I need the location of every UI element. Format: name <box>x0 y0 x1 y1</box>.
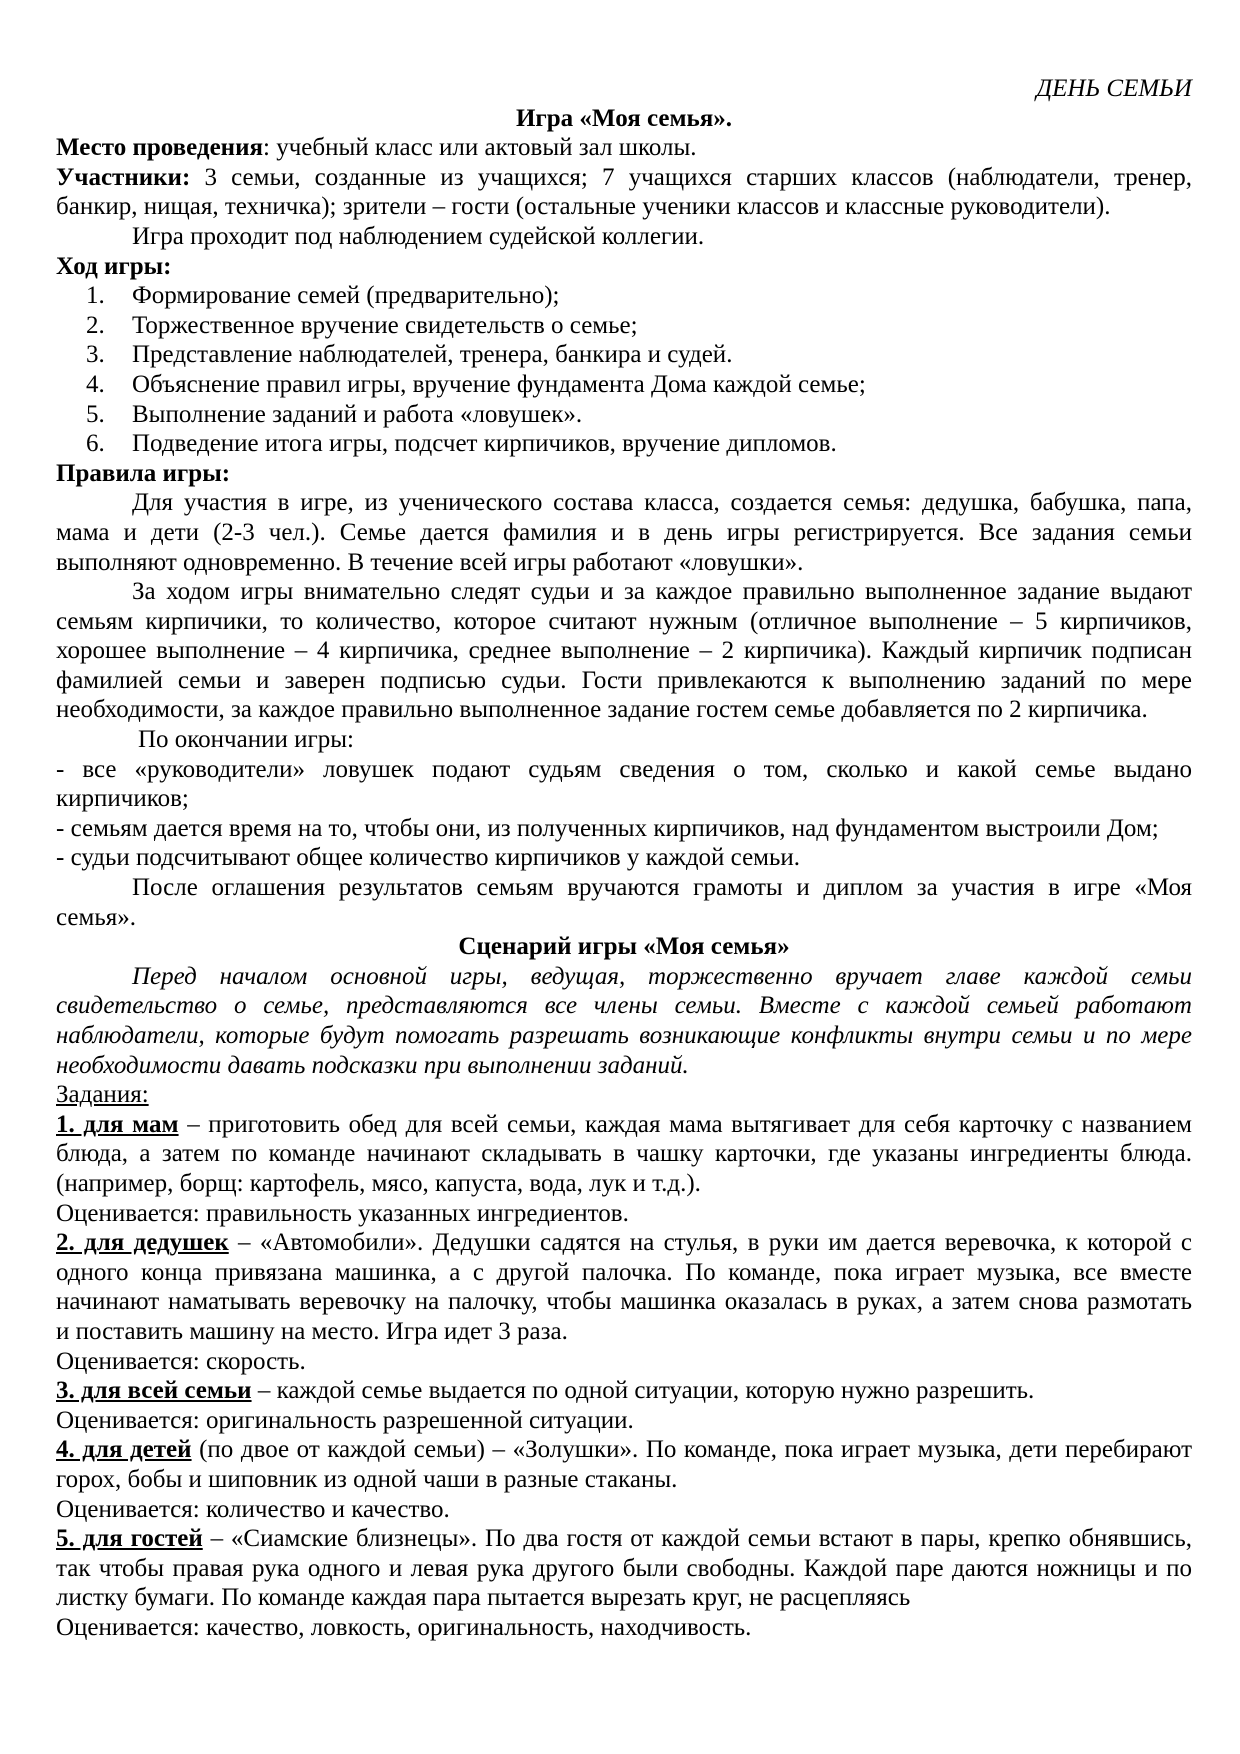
line-text: – приготовить обед для всей семьи, каждая мама вытягивает для себя карточку с названием <box>178 1110 1193 1138</box>
numbered-list <box>56 281 1192 459</box>
text-line <box>56 192 1192 222</box>
task-paragraph <box>56 133 1192 163</box>
text-line <box>56 873 1192 903</box>
line-text: Сценарий игры «Моя семья» <box>458 933 790 961</box>
paragraph <box>56 962 1192 1080</box>
text-line <box>56 1583 1192 1613</box>
line-text: Ход игры: <box>56 252 172 280</box>
paragraph-label: Место проведения <box>56 134 263 162</box>
text-line <box>56 1169 1192 1199</box>
line-text: (по двое от каждой семьи) – «Золушки». По команде, пока играет музыка, дети перебирают <box>191 1436 1192 1464</box>
paragraph <box>56 1347 1192 1377</box>
text-line <box>56 1524 1192 1554</box>
text-line <box>56 1554 1192 1584</box>
text-line <box>56 1228 1192 1258</box>
text-line <box>56 755 1192 785</box>
line-text: После оглашения результатов семьям вручаются грамоты и диплом за участия в игре «Моя <box>132 874 1192 902</box>
text-line <box>56 1139 1192 1169</box>
list-item <box>56 370 1192 400</box>
document-title: Игра «Моя семья». <box>515 104 733 132</box>
text-line <box>56 1110 1192 1140</box>
line-text: - судьи подсчитывают общее количество кирпичиков у каждой семьи. <box>56 844 801 872</box>
list-number: 5. <box>86 400 105 428</box>
line-text: выполняют одновременно. В течение всей игры работают «ловушки». <box>56 548 804 576</box>
line-text: свидетельство о семье, представляются все члены семьи. Вместе с каждой семьей работают <box>56 992 1192 1020</box>
text-line <box>56 133 1192 163</box>
paragraph <box>56 577 1192 725</box>
section-heading <box>56 459 1192 489</box>
running-header: ДЕНЬ СЕМЬИ <box>1036 75 1192 102</box>
line-text: Игра проходит под наблюдением судейской коллегии. <box>132 222 705 250</box>
line-text: семья». <box>56 903 136 931</box>
list-item <box>56 340 1192 370</box>
line-text: хорошее выполнение – 4 кирпичика, среднее выполнение – 2 кирпичика). Каждый кирпичик подписан <box>56 637 1192 665</box>
line-text: : учебный класс или актовый зал школы. <box>263 134 697 162</box>
line-text: мама и дети (2-3 чел.). Семье дается фамилия и в день игры регистрируется. Все задания семьи <box>56 518 1192 546</box>
list-item-text: Выполнение заданий и работа «ловушек». <box>132 400 583 428</box>
list-number: 3. <box>86 341 105 369</box>
paragraph <box>56 873 1192 932</box>
line-text: необходимости давать подсказки при выполнении заданий. <box>56 1051 689 1079</box>
paragraph <box>56 843 1192 873</box>
text-line <box>56 607 1192 637</box>
paragraph <box>56 1495 1192 1525</box>
line-text: Перед началом основной игры, ведущая, торжественно вручает главе каждой семьи <box>132 962 1192 990</box>
line-text: За ходом игры внимательно следят судьи и за каждое правильно выполненное задание выдают <box>132 578 1192 606</box>
paragraph-label: 5. для гостей <box>56 1525 203 1553</box>
section-heading <box>56 252 1192 282</box>
text-line <box>56 962 1192 992</box>
list-item <box>56 311 1192 341</box>
list-item-text: Формирование семей (предварительно); <box>132 282 560 310</box>
text-line <box>56 577 1192 607</box>
text-line <box>56 1258 1192 1288</box>
list-item-text: Подведение итога игры, подсчет кирпичиков, вручение дипломов. <box>132 430 837 458</box>
paragraph <box>56 725 1192 755</box>
line-text: блюда, а затем по команде начинают складывать в чашку карточки, где указаны ингредиенты блюда. <box>56 1140 1192 1168</box>
paragraph <box>56 222 1192 252</box>
list-item <box>56 281 1192 311</box>
list-number: 1. <box>86 282 105 310</box>
document-page <box>56 74 1192 1642</box>
list-item <box>56 400 1192 430</box>
paragraph-label: 1. для мам <box>56 1110 179 1138</box>
text-line <box>56 222 1192 252</box>
paragraph-label: 2. для дедушек <box>56 1229 229 1257</box>
line-text: Задания: <box>56 1081 149 1109</box>
paragraph <box>56 755 1192 814</box>
text-line <box>56 725 1192 755</box>
line-text: одного конца привязана машинка, а с другой палочка. По команде, пока играет музыка, все вместе <box>56 1258 1192 1286</box>
text-line <box>56 843 1192 873</box>
paragraph <box>56 1406 1192 1436</box>
line-text: – каждой семье выдается по одной ситуации, которую нужно разрешить. <box>251 1377 1035 1405</box>
text-line <box>56 252 1192 282</box>
list-number: 6. <box>86 430 105 458</box>
text-line <box>56 636 1192 666</box>
paragraph <box>56 1080 1192 1110</box>
line-text: листку бумаги. По команде каждая пара пытается вырезать круг, не расцепляясь <box>56 1584 911 1612</box>
line-text: наблюдатели, которые будут помогать разрешать возникающие конфликты внутри семьи и по мере <box>56 1022 1192 1049</box>
text-line <box>56 1465 1192 1495</box>
text-line <box>56 1347 1192 1377</box>
line-text: необходимости, за каждое правильно выполненное задание гостем семье добавляется по 2 кирпичика. <box>56 696 1148 724</box>
text-line <box>56 1495 1192 1525</box>
text-line <box>56 459 1192 489</box>
text-line <box>56 1317 1192 1347</box>
text-line <box>56 903 1192 933</box>
line-text: - все «руководители» ловушек подают судьям сведения о том, сколько и какой семье выдано <box>56 755 1192 783</box>
text-line <box>56 1080 1192 1110</box>
text-line <box>56 1376 1192 1406</box>
task-paragraph <box>56 1228 1192 1346</box>
list-item-text: Торжественное вручение свидетельств о семье; <box>132 311 638 339</box>
line-text: – «Автомобили». Дедушки садятся на стулья, в руки им дается веревочка, к которой с <box>228 1229 1192 1257</box>
line-text: фамилией семьи и заверен подписью судьи. Гости привлекаются к выполнению заданий по мере <box>56 666 1192 694</box>
document-body <box>56 133 1192 1642</box>
line-text: банкир, нищая, техничка); зрители – гости (остальные ученики классов и классные руководители). <box>56 193 1111 221</box>
list-number: 4. <box>86 370 105 398</box>
line-text: По окончании игры: <box>138 726 354 754</box>
text-line <box>56 1051 1192 1081</box>
list-item-text: Представление наблюдателей, тренера, банкира и судей. <box>132 341 733 369</box>
text-line <box>56 814 1192 844</box>
line-text: (например, борщ: картофель, мясо, капуста, вода, лук и т.д.). <box>56 1169 701 1197</box>
paragraph-label: 4. для детей <box>56 1436 192 1464</box>
text-line <box>56 518 1192 548</box>
paragraph <box>56 1613 1192 1643</box>
paragraph-label: 3. для всей семьи <box>56 1377 252 1405</box>
line-text: - семьям дается время на то, чтобы они, из полученных кирпичиков, над фундаментом выстроили Дом; <box>56 814 1159 842</box>
text-line <box>56 932 1192 962</box>
text-line <box>56 666 1192 696</box>
text-line <box>56 1613 1192 1643</box>
text-line <box>56 991 1192 1021</box>
text-line <box>56 163 1192 193</box>
line-text: Оценивается: количество и качество. <box>56 1495 450 1523</box>
line-text: начинают наматывать веревочку на палочку, чтобы машинка оказалась в руках, а затем снова размотать <box>56 1288 1192 1316</box>
paragraph-label: Участники: <box>56 163 191 191</box>
text-line <box>56 784 1192 814</box>
list-item <box>56 429 1192 459</box>
text-line <box>56 1021 1192 1051</box>
paragraph <box>56 814 1192 844</box>
line-text: и поставить машину на место. Игра идет 3 раза. <box>56 1317 568 1345</box>
line-text: Оценивается: правильность указанных ингредиентов. <box>56 1199 629 1227</box>
text-line <box>56 548 1192 578</box>
task-paragraph <box>56 1524 1192 1613</box>
line-text: так чтобы правая рука одного и левая рука другого были свободны. Каждой паре даются ножницы и по <box>56 1554 1192 1582</box>
list-item-text: Объяснение правил игры, вручение фундамента Дома каждой семье; <box>132 370 866 398</box>
task-paragraph <box>56 163 1192 222</box>
line-text: горох, бобы и шиповник из одной чаши в разные стаканы. <box>56 1465 678 1493</box>
text-line <box>56 488 1192 518</box>
line-text: Оценивается: скорость. <box>56 1347 306 1375</box>
line-text: Оценивается: качество, ловкость, оригинальность, находчивость. <box>56 1613 752 1641</box>
list-number: 2. <box>86 311 105 339</box>
paragraph <box>56 488 1192 577</box>
line-text: Правила игры: <box>56 459 231 487</box>
line-text: 3 семьи, созданные из учащихся; 7 учащихся старших классов (наблюдатели, тренер, <box>190 163 1192 191</box>
line-text: – «Сиамские близнецы». По два гостя от каждой семьи встают в пары, крепко обнявшись, <box>202 1525 1192 1553</box>
task-paragraph <box>56 1435 1192 1494</box>
task-paragraph <box>56 1110 1192 1199</box>
line-text: семьям кирпичики, то количество, которое считают нужным (отличное выполнение – 5 кирпичиков, <box>56 607 1192 635</box>
text-line <box>56 1199 1192 1229</box>
line-text: кирпичиков; <box>56 785 189 813</box>
section-title <box>56 932 1192 962</box>
paragraph <box>56 1199 1192 1229</box>
text-line <box>56 1435 1192 1465</box>
text-line <box>56 1406 1192 1436</box>
line-text: Оценивается: оригинальность разрешенной ситуации. <box>56 1406 634 1434</box>
text-line <box>56 695 1192 725</box>
task-paragraph <box>56 1376 1192 1406</box>
line-text: Для участия в игре, из ученического состава класса, создается семья: дедушка, бабушка, папа, <box>132 489 1192 517</box>
text-line <box>56 1287 1192 1317</box>
